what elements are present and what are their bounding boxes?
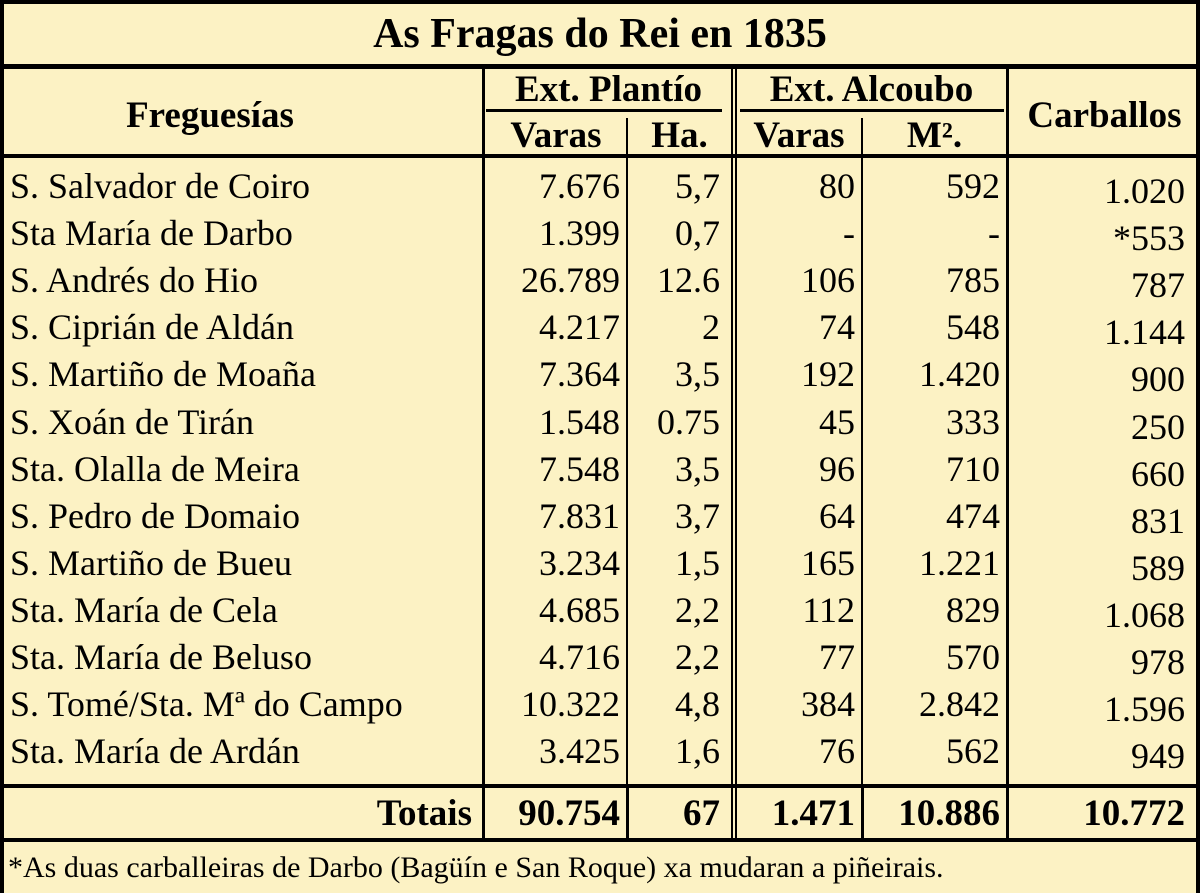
cell-m2: 2.842 <box>919 684 1000 725</box>
totals-oaks: 10.772 <box>1083 793 1185 834</box>
cell-oaks: 900 <box>1131 359 1185 400</box>
cell-ha: 5,7 <box>675 166 720 206</box>
cell-varas-alcoubo: 165 <box>801 542 855 583</box>
cell-parish: Sta. María de Cela <box>10 589 278 630</box>
cell-ha: 2 <box>702 307 720 348</box>
cell-m2: 474 <box>946 495 1000 536</box>
cell-oaks: 978 <box>1131 642 1185 682</box>
cell-parish: S. Xoán de Tirán <box>10 401 255 442</box>
cell-parish: Sta María de Darbo <box>10 213 293 254</box>
cell-varas-alcoubo: 112 <box>802 589 855 630</box>
cell-ha: 3,7 <box>675 495 720 536</box>
cell-parish: S. Martiño de Moaña <box>10 354 316 395</box>
cell-varas-plantio: 4.217 <box>539 307 620 348</box>
cell-varas-plantio: 1.399 <box>539 213 620 254</box>
header-ha: Ha. <box>651 115 708 156</box>
cell-oaks: 1.020 <box>1104 171 1185 211</box>
header-parish: Freguesías <box>126 95 294 136</box>
cell-varas-alcoubo: 74 <box>819 307 855 348</box>
cell-varas-alcoubo: 96 <box>819 448 855 489</box>
cell-m2: - <box>988 213 1000 254</box>
cell-m2: 829 <box>946 589 1000 630</box>
cell-ha: 0.75 <box>657 401 720 442</box>
header-plantio: Ext. Plantío <box>514 69 703 110</box>
header-m2: M². <box>906 115 963 156</box>
cell-varas-plantio: 7.548 <box>539 448 620 489</box>
cell-parish: S. Tomé/Sta. Mª do Campo <box>10 684 403 725</box>
cell-varas-plantio: 10.322 <box>521 684 620 725</box>
totals-m2: 10.886 <box>898 793 1000 834</box>
cell-oaks: 831 <box>1131 500 1185 541</box>
cell-m2: 333 <box>946 401 1000 442</box>
cell-parish: S. Ciprián de Aldán <box>10 307 294 348</box>
cell-oaks: 787 <box>1131 265 1185 306</box>
cell-ha: 12.6 <box>657 260 720 301</box>
cell-oaks: 589 <box>1131 547 1185 588</box>
totals-varas-plantio: 90.754 <box>518 793 620 834</box>
cell-varas-alcoubo: - <box>843 213 855 254</box>
cell-m2: 1.420 <box>919 354 1000 395</box>
cell-m2: 710 <box>946 448 1000 489</box>
totals-label: Totais <box>376 793 472 834</box>
header-oaks: Carballos <box>1027 95 1182 136</box>
cell-parish: S. Martiño de Bueu <box>10 542 292 583</box>
header-alcoubo: Ext. Alcoubo <box>769 69 974 110</box>
totals-varas-alcoubo: 1.471 <box>771 793 855 834</box>
cell-ha: 0,7 <box>675 213 720 254</box>
cell-parish: S. Pedro de Domaio <box>10 495 300 536</box>
cell-oaks: 949 <box>1131 736 1185 777</box>
cell-m2: 562 <box>946 731 1000 772</box>
cell-m2: 570 <box>946 637 1000 677</box>
cell-parish: S. Andrés do Hio <box>10 260 259 301</box>
cell-parish: S. Salvador de Coiro <box>10 166 310 206</box>
cell-oaks: 250 <box>1131 406 1185 447</box>
cell-ha: 3,5 <box>675 354 720 395</box>
cell-ha: 2,2 <box>675 637 720 677</box>
cell-m2: 1.221 <box>919 542 1000 583</box>
cell-ha: 1,5 <box>675 542 720 583</box>
cell-oaks: *553 <box>1113 218 1185 259</box>
cell-varas-alcoubo: 45 <box>819 401 855 442</box>
cell-ha: 2,2 <box>675 589 720 630</box>
col-divider-1 <box>482 69 485 838</box>
cell-ha: 1,6 <box>675 731 720 772</box>
cell-parish: Sta. María de Beluso <box>10 637 312 677</box>
cell-varas-alcoubo: 106 <box>801 260 855 301</box>
header-varas-alcoubo: Varas <box>753 115 845 156</box>
cell-ha: 3,5 <box>675 448 720 489</box>
rule-above-totals <box>0 784 1200 788</box>
cell-oaks: 660 <box>1131 453 1185 494</box>
cell-m2: 592 <box>946 166 1000 206</box>
cell-varas-alcoubo: 192 <box>801 354 855 395</box>
cell-varas-plantio: 4.685 <box>539 589 620 630</box>
cell-varas-alcoubo: 76 <box>819 731 855 772</box>
cell-varas-plantio: 7.676 <box>539 166 620 206</box>
cell-parish: Sta. Olalla de Meira <box>10 448 300 489</box>
cell-varas-plantio: 3.234 <box>539 542 620 583</box>
footnote: *As duas carballeiras de Darbo (Bagüín e San Roque) xa mudaran a piñeirais. <box>8 851 944 884</box>
cell-varas-alcoubo: 384 <box>801 684 855 725</box>
totals-ha: 67 <box>683 793 720 834</box>
cell-ha: 4,8 <box>675 684 720 725</box>
cell-varas-plantio: 7.831 <box>539 495 620 536</box>
cell-parish: Sta. María de Ardán <box>10 731 300 772</box>
cell-varas-plantio: 26.789 <box>521 260 620 301</box>
cell-oaks: 1.068 <box>1104 594 1185 635</box>
cell-oaks: 1.596 <box>1104 689 1185 730</box>
cell-varas-plantio: 1.548 <box>539 401 620 442</box>
cell-varas-plantio: 4.716 <box>539 637 620 677</box>
cell-varas-alcoubo: 80 <box>819 166 855 206</box>
table-title: As Fragas do Rei en 1835 <box>373 11 827 57</box>
header-varas-plantio: Varas <box>510 115 602 156</box>
cell-varas-plantio: 7.364 <box>539 354 620 395</box>
cell-varas-alcoubo: 64 <box>819 495 855 536</box>
cell-m2: 785 <box>946 260 1000 301</box>
cell-varas-alcoubo: 77 <box>819 637 855 677</box>
cell-varas-plantio: 3.425 <box>539 731 620 772</box>
rule-under-totals <box>0 838 1200 842</box>
cell-m2: 548 <box>946 307 1000 348</box>
cell-oaks: 1.144 <box>1104 312 1185 353</box>
